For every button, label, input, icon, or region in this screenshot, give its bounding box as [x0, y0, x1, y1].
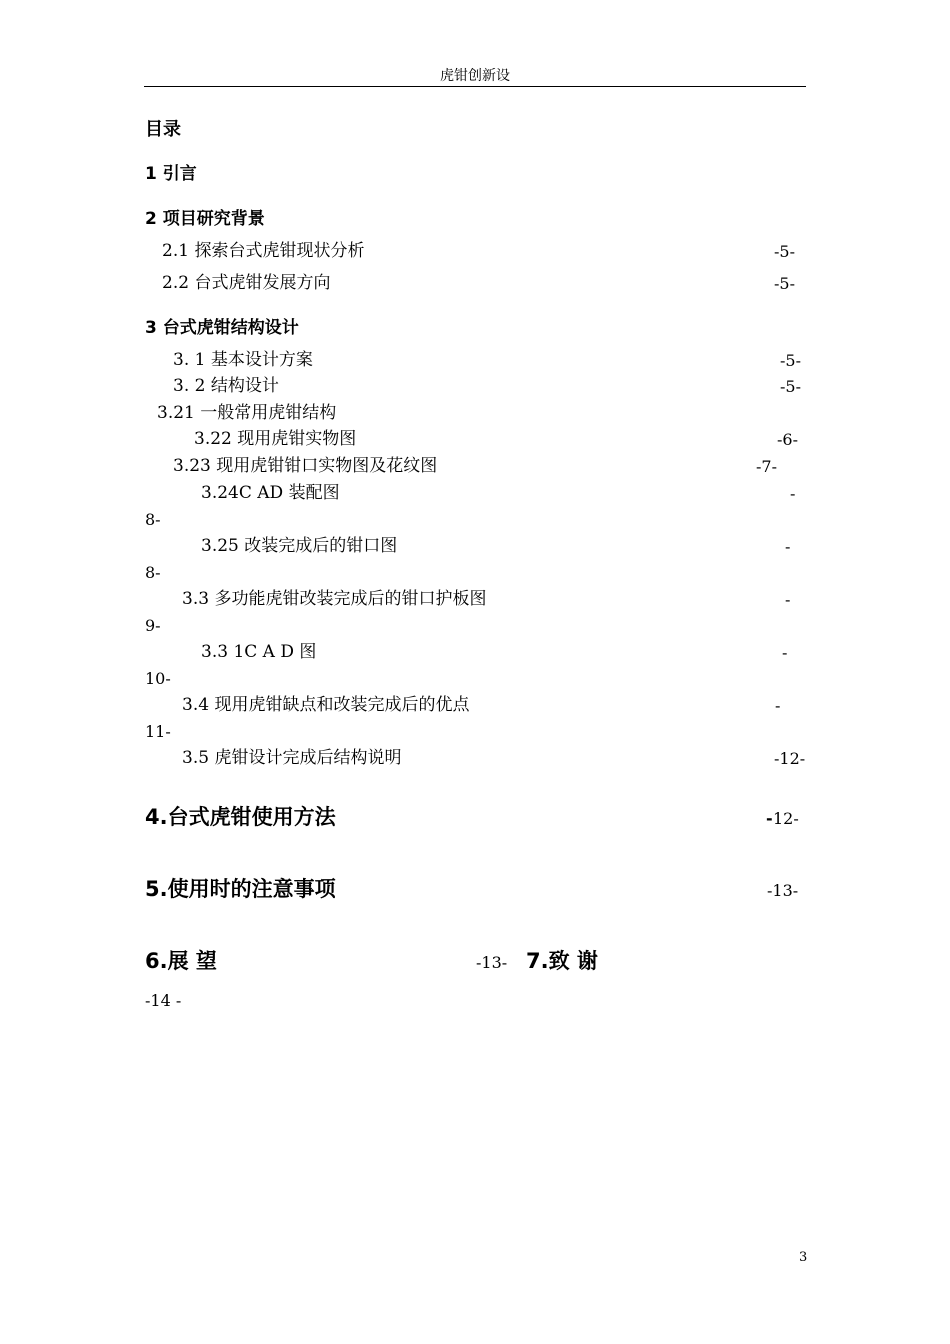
page-header: 虎钳创新设 [144, 66, 806, 87]
toc-page-3-25: 8- [145, 563, 161, 582]
toc-section-5: 5.使用时的注意事项 [145, 877, 336, 901]
toc-page-5: -13- [767, 881, 799, 900]
toc-page-3-22: -6- [777, 430, 798, 449]
toc-section-2: 2 项目研究背景 [145, 209, 265, 229]
toc-page-3-25-dash: - [785, 537, 791, 556]
toc-page-4: 12- [773, 809, 799, 828]
toc-entry-3-22: 3.22 现用虎钳实物图 [194, 429, 357, 449]
toc-section-3: 3 台式虎钳结构设计 [145, 318, 299, 338]
toc-page-3-23: -7- [756, 457, 777, 476]
toc-entry-3-23: 3.23 现用虎钳钳口实物图及花纹图 [173, 456, 438, 476]
toc-page-3-24-dash: - [790, 484, 796, 503]
toc-page-3-31: 10- [145, 669, 171, 688]
page-number: 3 [799, 1250, 808, 1265]
toc-entry-3-4: 3.4 现用虎钳缺点和改装完成后的优点 [182, 695, 470, 715]
toc-entry-3-31: 3.3 1C A D 图 [201, 642, 317, 662]
toc-entry-3-21: 3.21 一般常用虎钳结构 [157, 403, 337, 423]
toc-page-2-1: -5- [774, 242, 795, 261]
toc-page-2-2: -5- [774, 274, 795, 293]
toc-page-3-31-dash: - [782, 643, 788, 662]
toc-page-3-4-dash: - [775, 696, 781, 715]
toc-section-7: 7.致 谢 [526, 949, 598, 973]
toc-page-3-2: -5- [780, 377, 801, 396]
toc-section-1: 1 引言 [145, 164, 197, 184]
toc-heading: 目录 [145, 119, 181, 140]
toc-entry-3-25: 3.25 改装完成后的钳口图 [201, 536, 398, 556]
toc-section-4: 4.台式虎钳使用方法 [145, 805, 336, 829]
toc-entry-3-24: 3.24C AD 装配图 [201, 483, 340, 503]
toc-entry-2-1: 2.1 探索台式虎钳现状分析 [162, 241, 365, 261]
toc-page-7: -14 - [145, 991, 182, 1010]
toc-page-3-5: -12- [774, 749, 806, 768]
toc-page-3-24: 8- [145, 510, 161, 529]
toc-section-6: 6.展 望 [145, 949, 217, 973]
toc-page-3-1: -5- [780, 351, 801, 370]
toc-page-6: -13- [476, 953, 508, 972]
toc-entry-3-3: 3.3 多功能虎钳改装完成后的钳口护板图 [182, 589, 487, 609]
toc-entry-3-5: 3.5 虎钳设计完成后结构说明 [182, 748, 402, 768]
toc-page-4-dash: - [766, 809, 773, 828]
toc-page-3-3-dash: - [785, 590, 791, 609]
toc-entry-2-2: 2.2 台式虎钳发展方向 [162, 273, 331, 293]
toc-entry-3-2: 3. 2 结构设计 [173, 376, 279, 396]
toc-page-3-4: 11- [145, 722, 171, 741]
toc-entry-3-1: 3. 1 基本设计方案 [173, 350, 313, 370]
toc-page-3-3: 9- [145, 616, 161, 635]
